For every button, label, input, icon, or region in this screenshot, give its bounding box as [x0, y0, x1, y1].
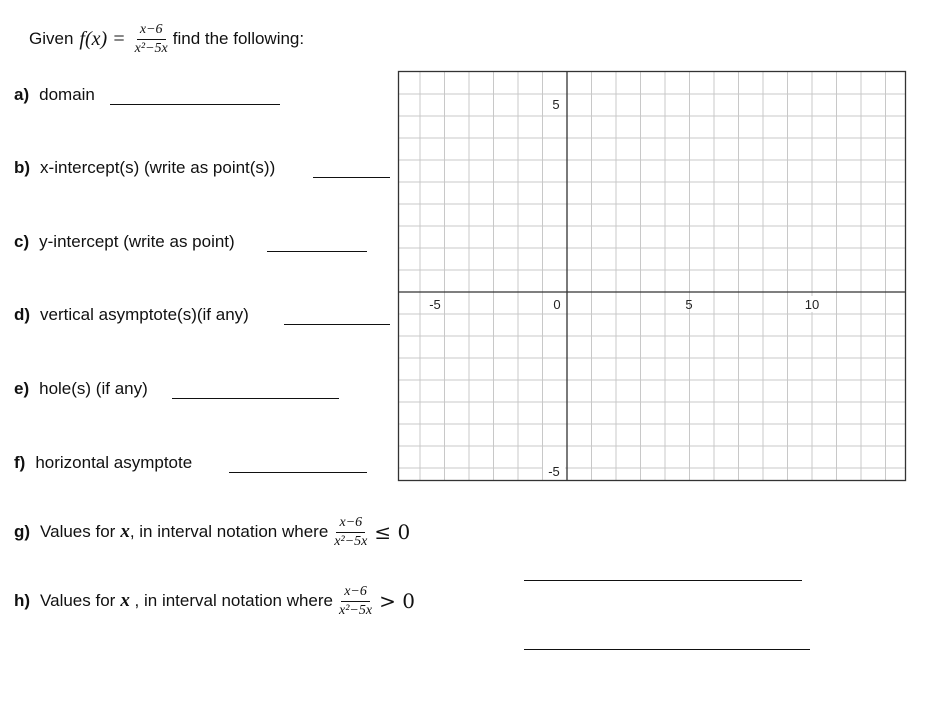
problem-header — [29, 22, 304, 56]
question-h — [14, 584, 415, 618]
question-e — [14, 379, 148, 399]
grid-border — [399, 72, 906, 481]
y-tick-label-neg5: -5 — [548, 464, 560, 479]
question-a — [14, 85, 95, 105]
inequality-relation: ≤ 0 — [374, 520, 411, 544]
x-tick-label-5: 5 — [685, 297, 693, 312]
question-g — [14, 515, 410, 549]
question-letter: b) — [14, 158, 31, 177]
answer-blank-b[interactable] — [313, 177, 390, 178]
answer-blank-e[interactable] — [172, 398, 339, 399]
question-text: y-intercept (write as point) — [39, 232, 235, 251]
find-label: find the following: — [172, 29, 305, 48]
question-c — [14, 232, 235, 252]
question-text: domain — [39, 85, 95, 104]
inequality-fraction — [331, 515, 370, 549]
x-tick-label-neg5: -5 — [429, 297, 441, 312]
fraction-denominator: x²−5x — [339, 603, 373, 618]
function-fraction — [132, 22, 171, 56]
fraction-numerator: x−6 — [341, 584, 370, 602]
fraction-denominator: x²−5x — [134, 41, 168, 56]
variable-x: x — [120, 521, 130, 542]
question-letter: a) — [14, 85, 30, 104]
question-letter: d) — [14, 305, 31, 324]
answer-blank-h[interactable] — [524, 649, 810, 650]
inequality-relation: > 0 — [379, 589, 415, 613]
question-text: horizontal asymptote — [35, 453, 193, 472]
fraction-denominator: x²−5x — [334, 534, 368, 549]
question-text-pre: Values for — [40, 522, 116, 541]
coordinate-grid[interactable] — [397, 70, 907, 482]
question-letter: e) — [14, 379, 30, 398]
variable-x: x — [120, 590, 130, 611]
inequality-fraction — [336, 584, 375, 618]
fraction-numerator: x−6 — [137, 22, 166, 40]
grid-lines — [398, 71, 906, 481]
x-tick-label-0: 0 — [553, 297, 561, 312]
question-letter: g) — [14, 522, 31, 541]
question-letter: f) — [14, 453, 26, 472]
answer-blank-c[interactable] — [267, 251, 367, 252]
question-text: hole(s) (if any) — [39, 379, 148, 398]
given-label: Given — [29, 29, 74, 48]
question-b — [14, 158, 275, 178]
question-letter: c) — [14, 232, 30, 251]
function-name: f(x) = — [79, 27, 126, 50]
fraction-numerator: x−6 — [336, 515, 365, 533]
question-f — [14, 453, 192, 473]
answer-blank-a[interactable] — [110, 104, 280, 105]
question-text: vertical asymptote(s)(if any) — [40, 305, 249, 324]
answer-blank-d[interactable] — [284, 324, 390, 325]
y-tick-label-5: 5 — [552, 97, 560, 112]
x-tick-label-10: 10 — [804, 297, 820, 312]
question-letter: h) — [14, 591, 31, 610]
answer-blank-g[interactable] — [524, 580, 802, 581]
answer-blank-f[interactable] — [229, 472, 367, 473]
question-text: x-intercept(s) (write as point(s)) — [40, 158, 276, 177]
question-text-pre: Values for — [40, 591, 116, 610]
question-d — [14, 305, 249, 325]
question-text-post: , in interval notation where — [129, 591, 333, 610]
question-text-post: , in interval notation where — [129, 522, 329, 541]
